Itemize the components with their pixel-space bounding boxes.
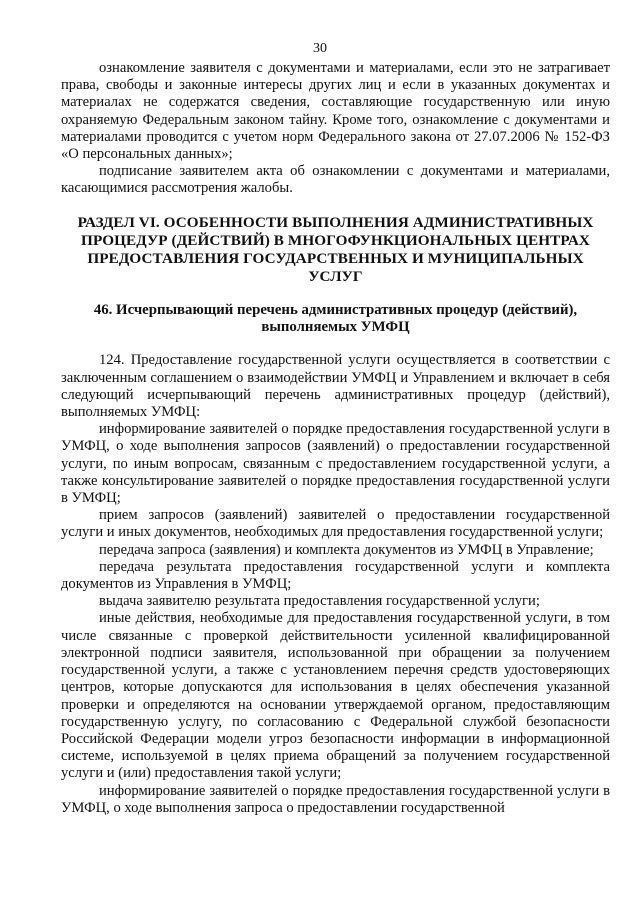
paragraph: ознакомление заявителя с документами и материалами, если это не затрагивает права, свободы и законные интересы других лиц и если в указанных документах и материалах не содержатся сведения, составляющие государственную или иную охраняемую Федеральным законом тайну. Кроме того, ознакомление с документами и материалами проводится с учетом норм Федерального закона от 27.07.2006 № 152-ФЗ «О персональных данных»; <box>61 60 610 163</box>
page-number: 30 <box>313 41 327 56</box>
subsection-heading: 46. Исчерпывающий перечень административных процедур (действий), выполняемых УМФЦ <box>93 301 578 336</box>
list-item: выдача заявителю результата предоставления государственной услуги; <box>99 593 540 610</box>
list-item: прием запросов (заявлений) заявителей о предоставлении государственной услуги и иных документов, необходимых для предоставления государственной услуги; <box>61 507 610 541</box>
list-item: иные действия, необходимые для предоставления государственной услуги, в том числе связанные с проверкой действительности усиленной квалифицированной электронной подписи заявителя, использованной при обращении за получением государственной услуги, а также с установлением перечня средств удостоверяющих центров, которые допускаются для использования в целях обеспечения указанной проверки и определяются на основании утверждаемой органом, предоставляющим государственную услугу, по согласованию с Федеральной службой безопасности Российской Федерации модели угроз безопасности информации в информационной системе, используемой в целях приема обращений за получением государственной услуги и (или) предоставления такой услуги; <box>61 610 610 782</box>
spacer <box>61 336 610 352</box>
list-item: передача запроса (заявления) и комплекта документов из УМФЦ в Управление; <box>99 541 594 558</box>
list-item: передача результата предоставления государственной услуги и комплекта документов из Управления в УМФЦ; <box>61 558 610 593</box>
section-heading: РАЗДЕЛ VI. ОСОБЕННОСТИ ВЫПОЛНЕНИЯ АДМИНИСТРАТИВНЫХ ПРОЦЕДУР (ДЕЙСТВИЙ) В МНОГОФУНКЦИОНАЛЬНЫХ ЦЕНТРАХ ПРЕДОСТАВЛЕНИЯ ГОСУДАРСТВЕННЫХ И МУНИЦИПАЛЬНЫХ УСЛУГ <box>77 213 594 285</box>
paragraph: подписание заявителем акта об ознакомлении с документами и материалами, касающимися рассмотрения жалобы. <box>61 163 610 197</box>
list-item: информирование заявителей о порядке предоставления государственной услуги в УМФЦ, о ходе выполнения запроса о предоставлении государственной <box>61 782 610 816</box>
document-body <box>61 60 610 817</box>
paragraph: 124. Предоставление государственной услуги осуществляется в соответствии с заключенным соглашением о взаимодействии УМФЦ и Управлением и включает в себя следующий исчерпывающий перечень административных процедур (действий), выполняемых УМФЦ: <box>61 352 610 421</box>
list-item: информирование заявителей о порядке предоставления государственной услуги в УМФЦ, о ходе выполнения запросов (заявлений) о предоставлении государственной услуги, по иным вопросам, связанным с предоставлением государственной услуги, а также консультирование заявителей о порядке предоставления государственной услуги в УМФЦ; <box>61 421 610 507</box>
